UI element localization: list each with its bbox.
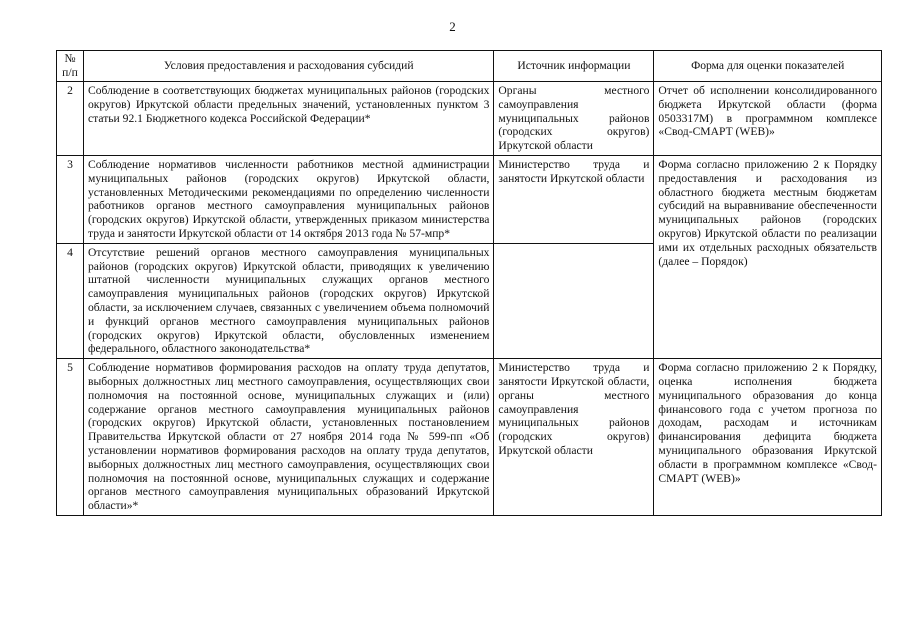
row-number: 4 bbox=[57, 243, 84, 358]
form-cell: Форма согласно приложению 2 к Порядку, оценка исполнения бюджета муниципального образования до конца финансового года с учетом прогноза по доходам, расходам и источникам финансирования дефицита бюджета муниципального образования Иркутской области в программном комплексе «Свод-СМАРТ (WEB)» bbox=[654, 359, 882, 516]
condition-cell: Соблюдение в соответствующих бюджетах муниципальных районов (городских округов) Иркутской области предельных значений, установленных пунктом 3 статьи 92.1 Бюджетного кодекса Российской Федерации* bbox=[84, 82, 494, 156]
table-row bbox=[57, 359, 882, 516]
table-header-row bbox=[57, 51, 882, 82]
header-form: Форма для оценки показателей bbox=[654, 51, 882, 82]
table-row bbox=[57, 82, 882, 156]
source-cell: Министерство труда и занятости Иркутской области bbox=[494, 155, 654, 243]
condition-cell: Соблюдение нормативов численности работников местной администрации муниципальных районов (городских округов) Иркутской области, установленных Методическими рекомендациями по определению численности работников органов местного самоуправления муниципальных районов (городских округов) Иркутской области, утвержденных приказом министерства труда и занятости Иркутской области от 14 октября 2013 года № 57-мпр* bbox=[84, 155, 494, 243]
source-cell: Министерство труда и занятости Иркутской области, органы местного самоуправления муниципальных районов (городских округов) Иркутской области bbox=[494, 359, 654, 516]
header-num: № п/п bbox=[57, 51, 84, 82]
source-cell-empty bbox=[494, 243, 654, 358]
page-number: 2 bbox=[449, 19, 456, 34]
condition-cell: Отсутствие решений органов местного самоуправления муниципальных районов (городских округов) Иркутской области, приводящих к увеличению штатной численности муниципальных служащих органов местного самоуправления муниципальных районов (городских округов) Иркутской области, за исключением случаев, связанных с увеличением объема полномочий и функций органов местного самоуправления муниципальных районов (городских округов) Иркутской области, обусловленных изменением федерального, областного законодательства* bbox=[84, 243, 494, 358]
subsidy-conditions-table bbox=[56, 50, 882, 516]
form-cell: Отчет об исполнении консолидированного бюджета Иркутской области (форма 0503317М) в программном комплексе «Свод-СМАРТ (WEB)» bbox=[654, 82, 882, 156]
form-cell: Форма согласно приложению 2 к Порядку предоставления и расходования из областного бюджета местным бюджетам субсидий на выравнивание обеспеченности муниципальных районов (городских округов) Иркутской области по реализации ими их отдельных расходных обязательств (далее – Порядок) bbox=[654, 155, 882, 358]
source-cell: Органы местного самоуправления муниципальных районов (городских округов) Иркутской области bbox=[494, 82, 654, 156]
row-number: 5 bbox=[57, 359, 84, 516]
header-conditions: Условия предоставления и расходования субсидий bbox=[84, 51, 494, 82]
row-number: 2 bbox=[57, 82, 84, 156]
condition-cell: Соблюдение нормативов формирования расходов на оплату труда депутатов, выборных должностных лиц местного самоуправления, осуществляющих свои полномочия на постоянной основе, муниципальных служащих и (или) содержание органов местного самоуправления муниципальных районов (городских округов) Иркутской области, установленных постановлением Правительства Иркутской области от 27 ноября 2014 года № 599-пп «Об установлении нормативов формирования расходов на оплату труда депутатов, выборных должностных лиц местного самоуправления, осуществляющих свои полномочия на постоянной основе, муниципальных служащих и содержание органов местного самоуправления муниципальных образований Иркутской области»* bbox=[84, 359, 494, 516]
table-row bbox=[57, 155, 882, 243]
row-number: 3 bbox=[57, 155, 84, 243]
header-source: Источник информации bbox=[494, 51, 654, 82]
